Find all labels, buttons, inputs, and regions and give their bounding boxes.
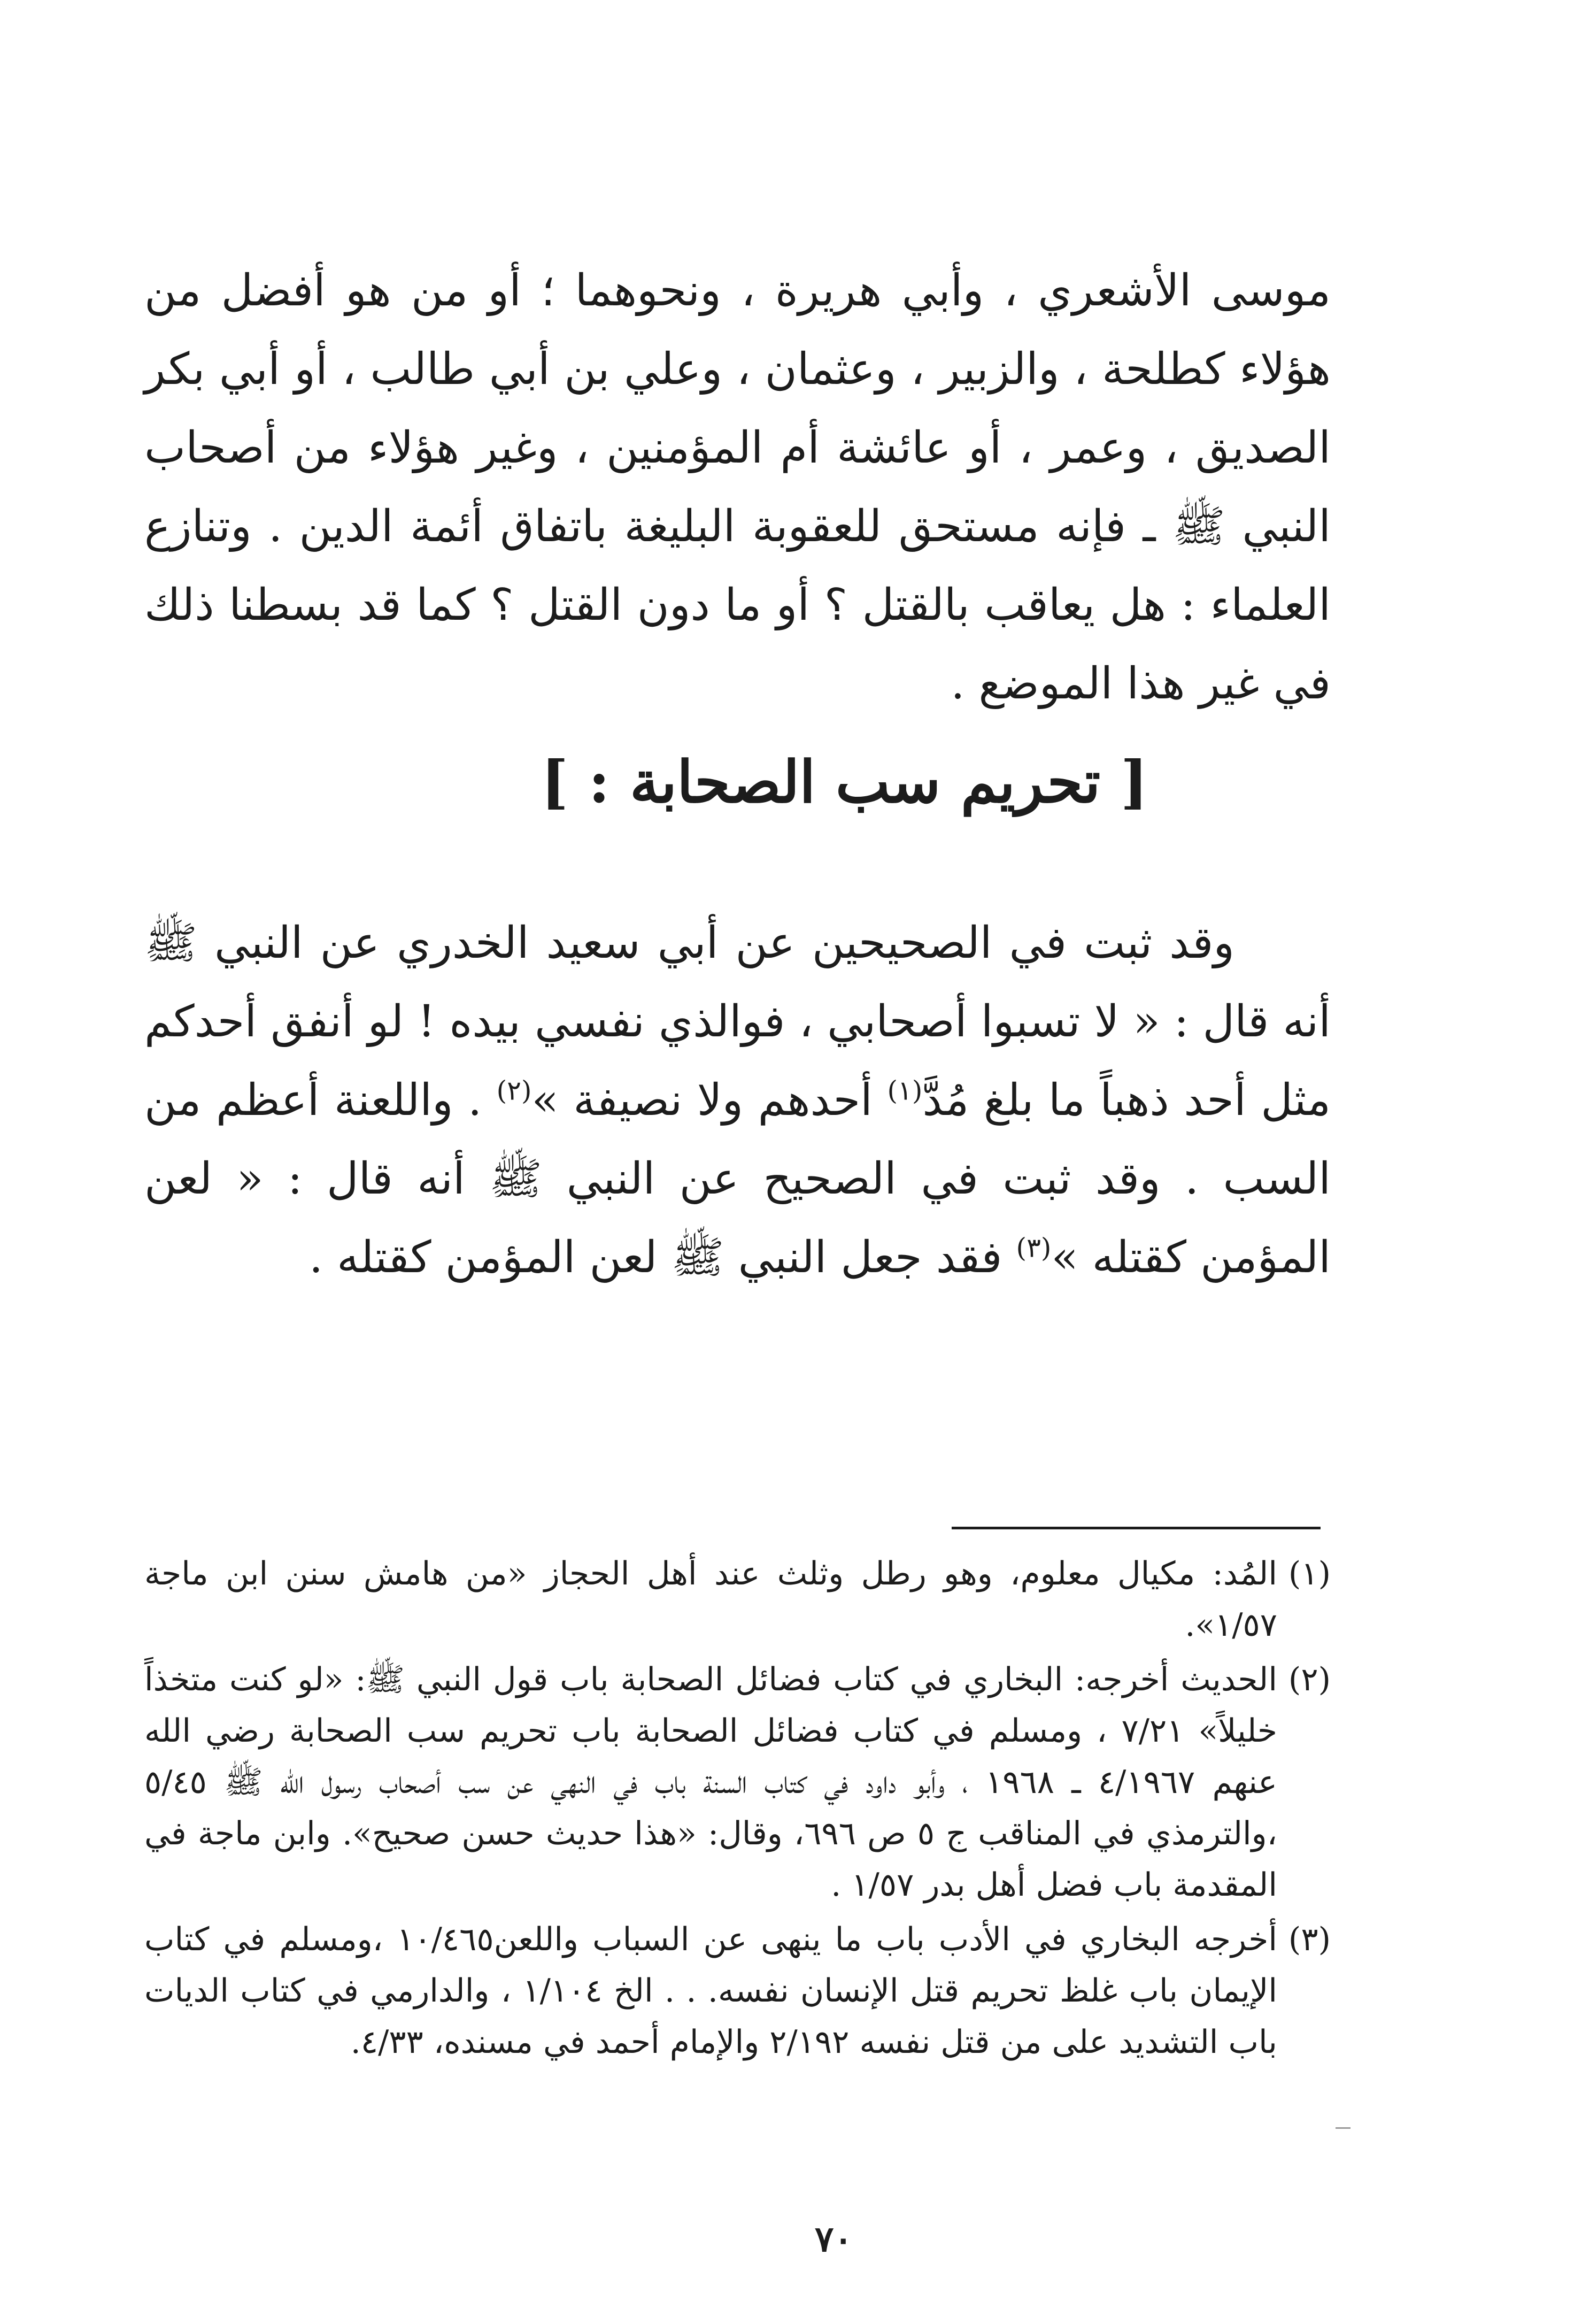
- paragraph-2-part-3: . واللعنة أعظم من السب . وقد ثبت في الصحيح عن النبي ﷺ أنه قال : « لعن المؤمن كقتله »: [144, 1075, 1331, 1283]
- footnote-2-text: الحديث أخرجه: البخاري في كتاب فضائل الصحابة باب قول النبي ﷺ: «لو كنت متخذاً خليلاً» ٧/٢١ ، ومسلم في كتاب فضائل الصحابة باب تحريم سب الصحابة رضي الله عنهم ٤/١٩٦٧ ـ ١٩٦٨ ، وأبو داود في كتاب السنة باب في النهي عن سب أصحاب رسول الله ﷺ ٥/٤٥ ،والترمذي في المناقب ج ٥ ص ٦٩٦، وقال: «هذا حديث حسن صحيح». وابن ماجة في المقدمة باب فضل أهل بدر ١/٥٧ .: [144, 1661, 1278, 1904]
- footnote-1-text: المُد: مكيال معلوم، وهو رطل وثلث عند أهل الحجاز «من هامش سنن ابن ماجة ١/٥٧».: [144, 1555, 1277, 1644]
- section-heading: [ تحريم سب الصحابة : ]: [541, 749, 1148, 816]
- footnote-ref-2: (٢): [496, 1075, 532, 1106]
- paragraph-1-text: موسى الأشعري ، وأبي هريرة ، ونحوهما ؛ أو من هو أفضل من هؤلاء كطلحة ، والزبير ، وعثمان ، وعلي بن أبي طالب ، أو أبي بكر الصديق ، وعمر ، أو عائشة أم المؤمنين ، وغير هؤلاء من أصحاب النبي ﷺ ـ فإنه مستحق للعقوبة البليغة باتفاق أئمة الدين . وتنازع العلماء : هل يعاقب بالقتل ؟ أو ما دون القتل ؟ كما قد بسطنا ذلك في غير هذا الموضع .: [144, 265, 1331, 709]
- footnote-1-number: (١): [1288, 1555, 1331, 1592]
- body-paragraph-1: [144, 251, 1331, 723]
- footnote-3-number: (٣): [1288, 1921, 1331, 1958]
- footnote-separator: [952, 1527, 1321, 1529]
- footnote-2: [144, 1654, 1331, 1911]
- paragraph-2-part-2: أحدهم ولا نصيفة »: [531, 1075, 888, 1126]
- page-number: ٧٠: [815, 2218, 853, 2260]
- footnote-ref-3: (٣): [1016, 1232, 1052, 1264]
- paragraph-2-part-1: وقد ثبت في الصحيحين عن أبي سعيد الخدري عن النبي ﷺ أنه قال : « لا تسبوا أصحابي ، فوالذي نفسي بيده ! لو أنفق أحدكم مثل أحد ذهباً ما بلغ مُدَّ: [144, 918, 1331, 1126]
- footnote-3-text: أخرجه البخاري في الأدب باب ما ينهى عن السباب واللعن١٠/٤٦٥ ،ومسلم في كتاب الإيمان باب غلظ تحريم قتل الإنسان نفسه. . . الخ ١/١٠٤ ، والدارمي في كتاب الديات باب التشديد على من قتل نفسه ٢/١٩٢ والإمام أحمد في مسنده، ٤/٣٣.: [144, 1921, 1277, 2061]
- footnote-3: [144, 1914, 1331, 2068]
- footnote-ref-1: (١): [887, 1075, 923, 1106]
- footnotes: [144, 1548, 1331, 2071]
- footnote-1: [144, 1548, 1331, 1651]
- body-paragraph-2: [144, 904, 1331, 1297]
- footnote-2-number: (٢): [1288, 1661, 1331, 1698]
- paragraph-2-text: [144, 904, 1331, 1297]
- paragraph-2-part-4: فقد جعل النبي ﷺ لعن المؤمن كقتله .: [309, 1232, 1016, 1283]
- margin-mark: [1336, 2127, 1351, 2129]
